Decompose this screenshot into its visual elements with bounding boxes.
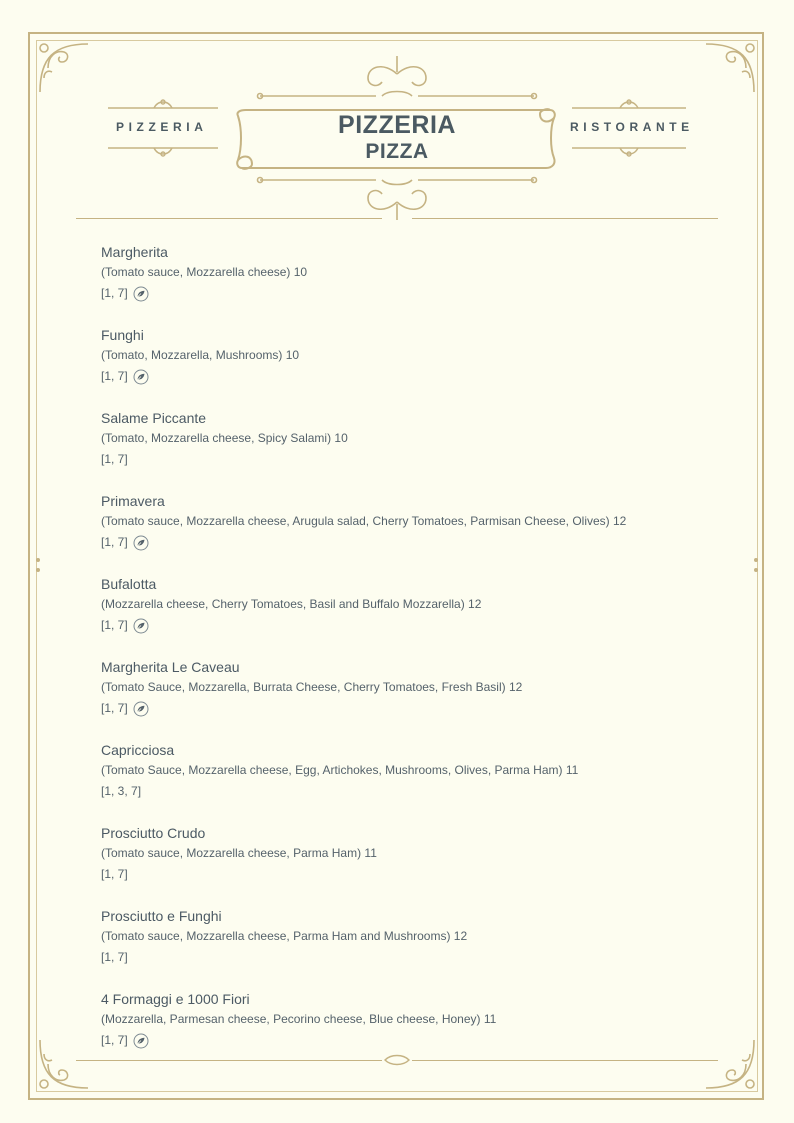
corner-ornament-bottom-right [700,1034,760,1094]
menu-item [101,906,701,989]
menu-item [101,823,701,906]
menu-item-allergens-row [101,781,701,802]
vegetarian-icon [133,369,149,385]
header-divider-left [76,218,382,219]
menu-item [101,989,701,1072]
menu-item-name: Primavera [101,493,165,509]
menu-item-description: (Tomato Sauce, Mozzarella, Burrata Cheese, Cherry Tomatoes, Fresh Basil) 12 [101,680,523,694]
menu-item-allergens-row [101,1030,701,1051]
menu-item-name: Margherita Le Caveau [101,659,240,675]
menu-item-allergens-row [101,532,701,553]
menu-item-description: (Tomato, Mozzarella cheese, Spicy Salami) 10 [101,431,348,445]
menu-item-name: Prosciutto e Funghi [101,908,222,924]
menu-item-allergens-row [101,864,701,885]
menu-list [101,242,701,1072]
vegetarian-icon [133,1033,149,1049]
page-subtitle: PIZZA [365,140,429,163]
menu-item-description: (Mozzarella cheese, Cherry Tomatoes, Basil and Buffalo Mozzarella) 12 [101,597,482,611]
menu-item-allergens-row [101,366,701,387]
header-left-label: PIZZERIA [116,120,208,134]
menu-item-description: (Tomato Sauce, Mozzarella cheese, Egg, Artichokes, Mushrooms, Olives, Parma Ham) 11 [101,763,579,777]
corner-ornament-top-left [34,38,94,98]
menu-item-allergens: [1, 7] [101,369,128,383]
menu-item-description: (Tomato sauce, Mozzarella cheese, Arugula salad, Cherry Tomatoes, Parmisan Cheese, Olives) 12 [101,514,627,528]
menu-item-name: Capricciosa [101,742,175,758]
vegetarian-icon [133,701,149,717]
menu-item-name: Salame Piccante [101,410,207,426]
menu-item [101,657,701,740]
menu-item-description: (Tomato sauce, Mozzarella cheese, Parma Ham) 11 [101,846,377,860]
side-ornament-left [34,556,42,576]
menu-item [101,574,701,657]
menu-item-allergens: [1, 7] [101,535,128,549]
menu-item-allergens: [1, 7] [101,950,128,964]
menu-item-name: Prosciutto Crudo [101,825,206,841]
menu-item [101,491,701,574]
menu-item-allergens-row [101,615,701,636]
menu-item-allergens: [1, 7] [101,1033,128,1047]
menu-item [101,740,701,823]
corner-ornament-bottom-left [34,1034,94,1094]
side-ornament-right [752,556,760,576]
vegetarian-icon [133,535,149,551]
menu-item [101,408,701,491]
menu-item-allergens: [1, 3, 7] [101,784,142,798]
menu-item-name: Funghi [101,327,144,343]
menu-item-allergens: [1, 7] [101,286,128,300]
menu-item-allergens: [1, 7] [101,701,128,715]
menu-item-name: 4 Formaggi e 1000 Fiori [101,991,250,1007]
menu-item-name: Bufalotta [101,576,157,592]
menu-item-allergens: [1, 7] [101,452,128,466]
vegetarian-icon [133,286,149,302]
vegetarian-icon [133,618,149,634]
menu-item-allergens-row [101,947,701,968]
menu-item [101,325,701,408]
menu-item-description: (Mozzarella, Parmesan cheese, Pecorino cheese, Blue cheese, Honey) 11 [101,1012,497,1026]
header-right-label: RISTORANTE [570,120,694,134]
menu-item-description: (Tomato sauce, Mozzarella cheese) 10 [101,265,308,279]
menu-item-allergens-row [101,449,701,470]
menu-item [101,242,701,325]
menu-item-allergens: [1, 7] [101,867,128,881]
menu-item-allergens-row [101,283,701,304]
header-flourish-top [256,52,538,104]
menu-item-description: (Tomato, Mozzarella, Mushrooms) 10 [101,348,300,362]
menu-item-description: (Tomato sauce, Mozzarella cheese, Parma Ham and Mushrooms) 12 [101,929,468,943]
page-title: PIZZERIA [338,111,456,139]
menu-item-allergens: [1, 7] [101,618,128,632]
header-flourish-bottom [256,172,538,224]
menu-item-allergens-row [101,698,701,719]
menu-item-name: Margherita [101,244,168,260]
corner-ornament-top-right [700,38,760,98]
header-divider-right [412,218,718,219]
